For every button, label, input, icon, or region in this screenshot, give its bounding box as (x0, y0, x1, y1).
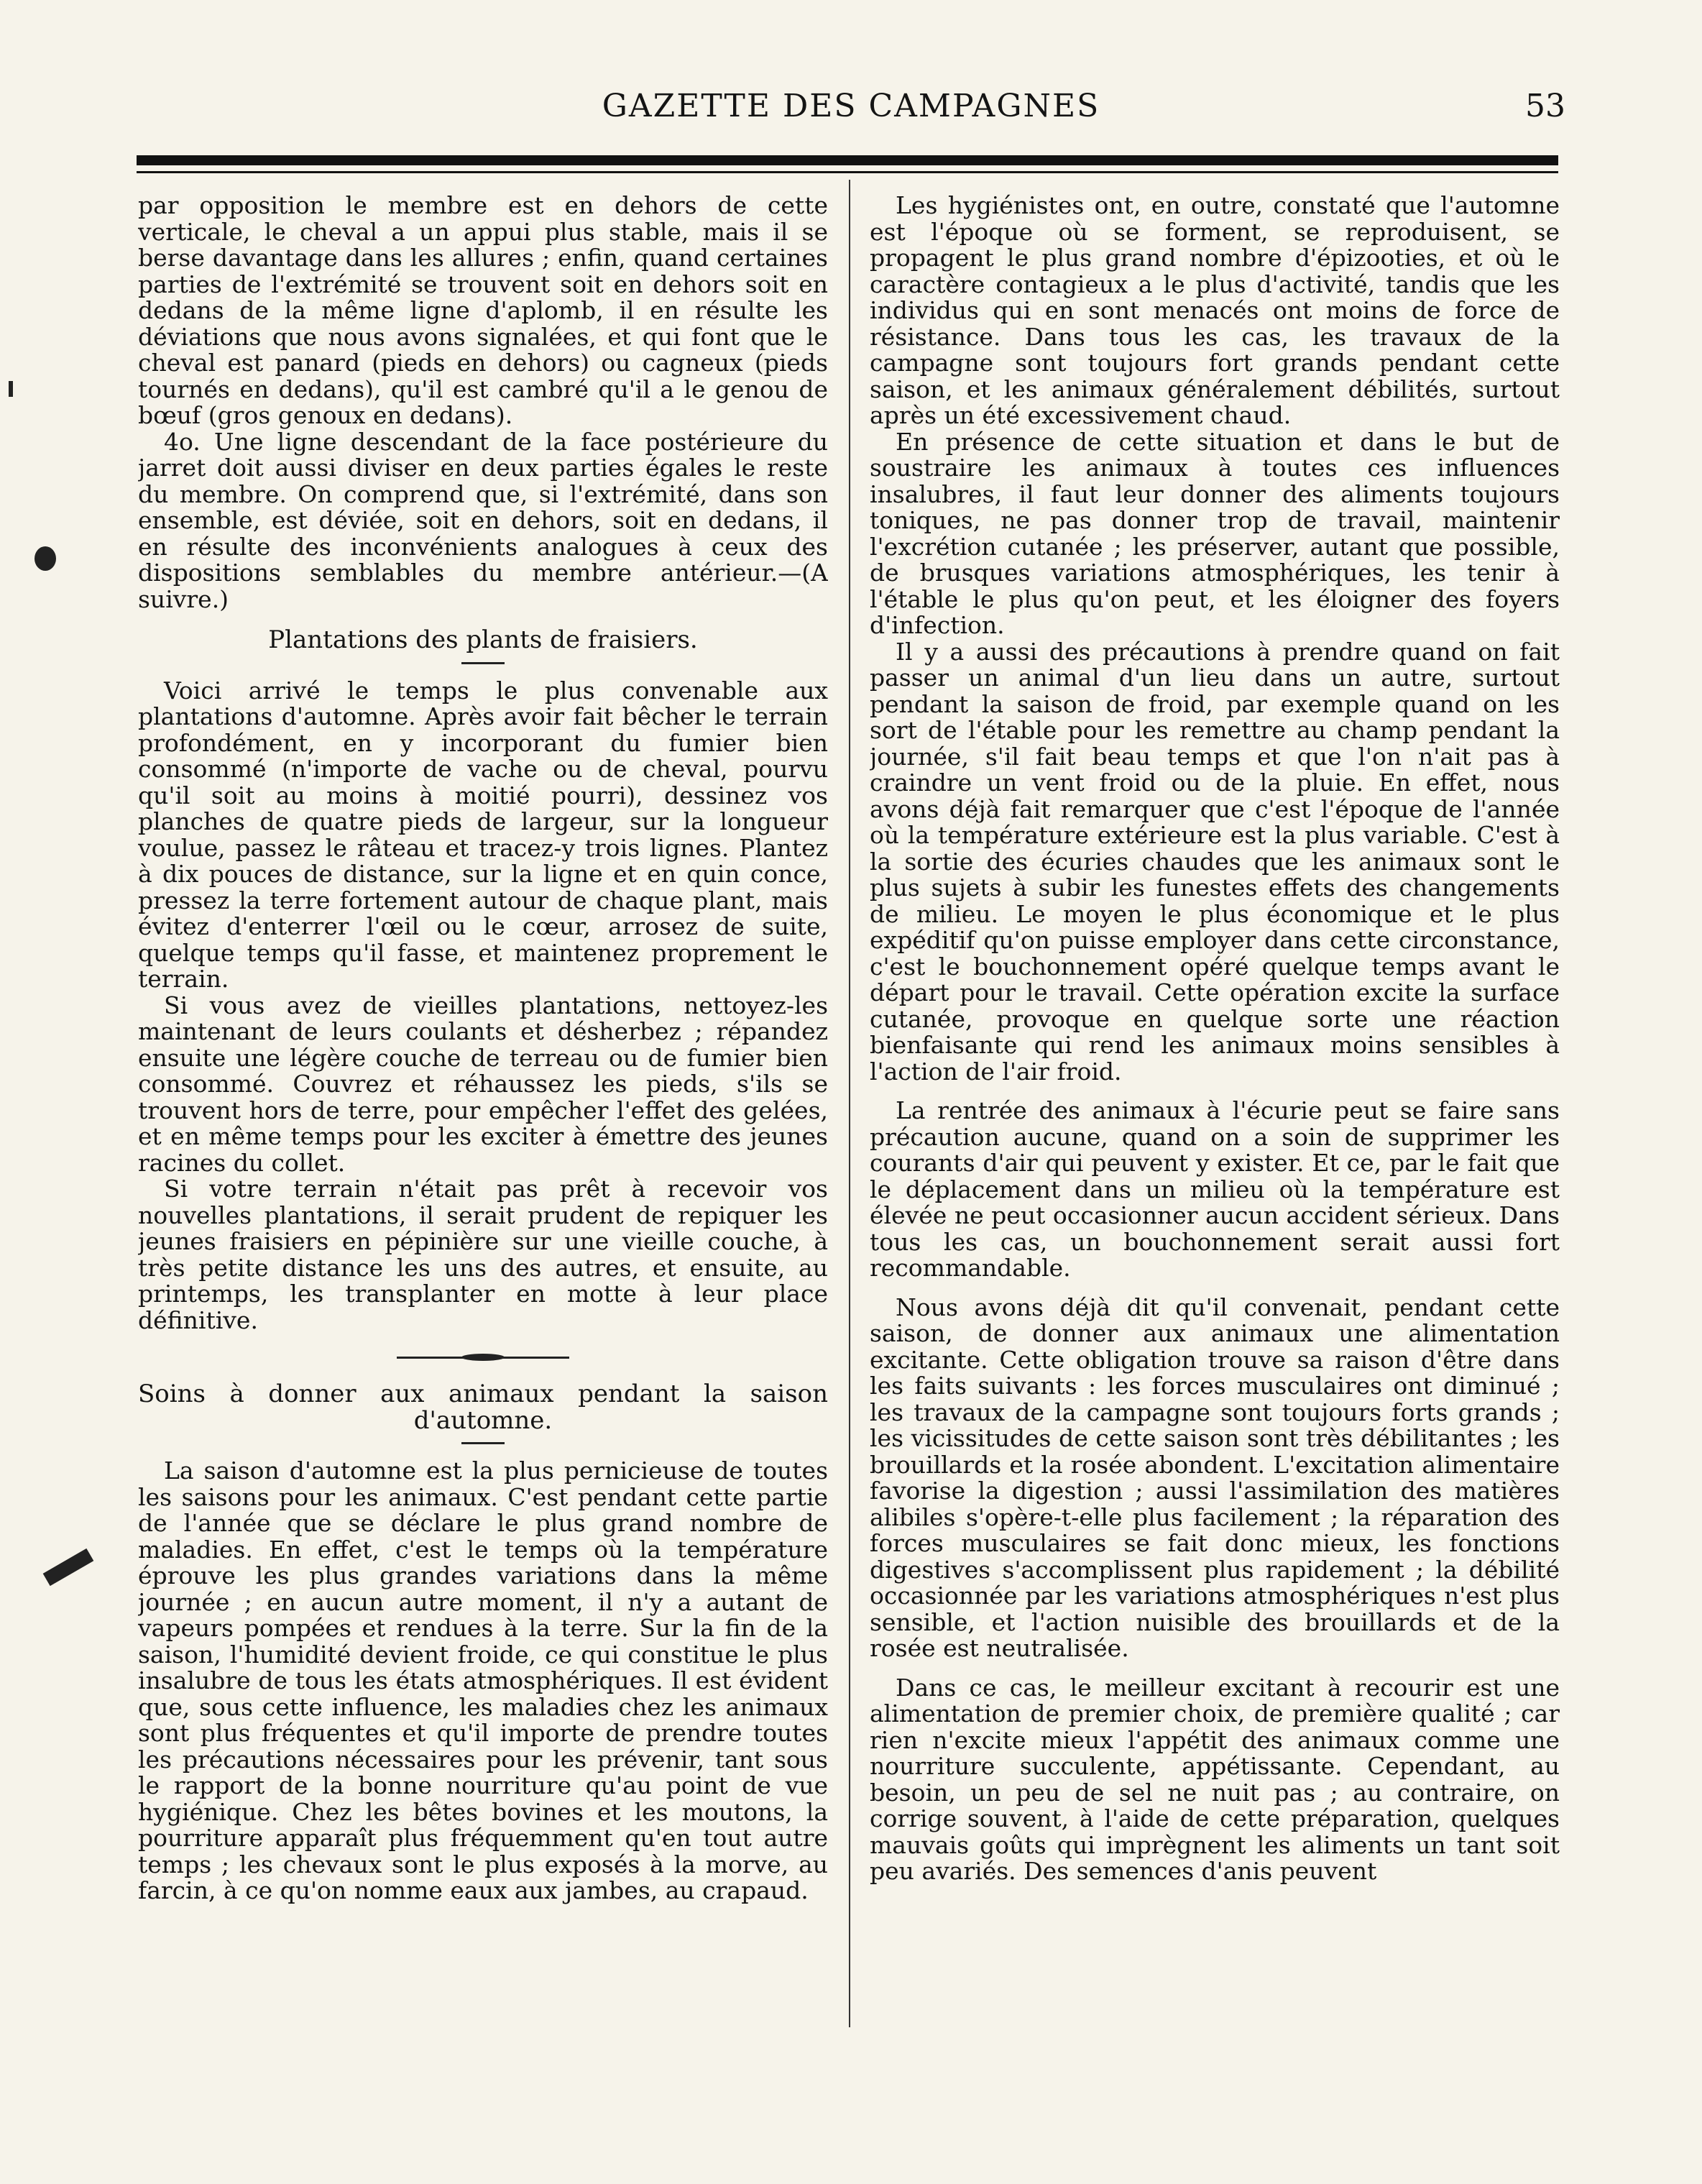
page-number: 53 (1525, 88, 1565, 124)
paragraph: par opposition le membre est en dehors de cette verticale, le cheval a un appui plus stable, mais il se berse davantage dans les allures ; enfin, quand certaines parties de l'extrémité se trouvent soit en dehors soit en dedans de la même ligne d'aplomb, il en résulte les déviations que nous avons signalées, et qui font que le cheval est panard (pieds en dehors) ou cagneux (pieds tournés en dedans), qu'il est cambré qu'il a le genou de bœuf (gros genoux en dedans). (138, 193, 828, 429)
paragraph: Les hygiénistes ont, en outre, constaté que l'automne est l'époque où se forment, se reproduisent, se propagent le plus grand nombre d'épizooties, et où le caractère contagieux a le plus d'activité, tandis que les individus qui en sont menacés ont moins de force de résistance. Dans tous les cas, les travaux de la campagne sont toujours fort grands pendant cette saison, et les animaux généralement débilités, surtout après un été excessivement chaud. (870, 193, 1560, 429)
header-rule-thick (137, 155, 1558, 165)
paragraph: La saison d'automne est la plus pernicieuse de toutes les saisons pour les animaux. C'est pendant cette partie de l'année que se déclare le plus grand nombre de maladies. En effet, c'est le temps où la température éprouve les plus grandes variations dans la même journée ; en aucun autre moment, il n'y a autant de vapeurs pompées et rendues à la terre. Sur la fin de la saison, l'humidité devient froide, ce qui constitue le plus insalubre de tous les états atmosphériques. Il est évident que, sous cette influence, les maladies chez les animaux sont plus fréquentes et qu'il importe de prendre toutes les précautions nécessaires pour les prévenir, tant sous le rapport de la bonne nourriture qu'au point de vue hygiénique. Chez les bêtes bovines et les moutons, la pourriture apparaît plus fréquemment qu'en tout autre temps ; les chevaux sont le plus exposés à la morve, au farcin, à ce qu'on nomme eaux aux jambes, au crapaud. (138, 1456, 828, 1904)
paragraph: La rentrée des animaux à l'écurie peut se faire sans précaution aucune, quand on a soin de supprimer les courants d'air qui peuvent y exister. Et ce, par le fait que le déplacement dans un milieu où la température est élevée ne peut occasionner aucun accident sérieux. Dans tous les cas, un bouchonnement serait aussi fort recommandable. (870, 1096, 1560, 1282)
paragraph: 4o. Une ligne descendant de la face postérieure du jarret doit aussi diviser en deux parties égales le reste du membre. On comprend que, si l'extrémité, dans son ensemble, est déviée, soit en dehors, soit en dedans, il en résulte des inconvénients analogues à ceux des dispositions semblables du membre antérieur.—(A suivre.) (138, 427, 828, 613)
column-divider (849, 180, 850, 2027)
section-separator (138, 1436, 828, 1451)
scan-mark (9, 381, 13, 397)
paragraph: Dans ce cas, le meilleur excitant à recourir est une alimentation de premier choix, de première qualité ; car rien n'excite mieux l'appétit des animaux comme une nourriture succulente, appétissante. Cependant, au besoin, un peu de sel ne nuit pas ; au contraire, on corrige souvent, à l'aide de cette préparation, quelques mauvais goûts qui imprègnent les aliments un tant soit peu avariés. Des semences d'anis peuvent (870, 1673, 1560, 1885)
paragraph: En présence de cette situation et dans le but de soustraire les animaux à toutes ces influences insalubres, il faut leur donner des aliments toujours toniques, ne pas donner trop de travail, maintenir l'excrétion cutanée ; les préserver, autant que possible, de brusques variations atmosphériques, les tenir à l'étable le plus qu'on peut, et les éloigner des foyers d'infection. (870, 427, 1560, 639)
section-title: Soins à donner aux animaux pendant la saison d'automne. (138, 1380, 828, 1435)
scan-mark (34, 546, 56, 571)
header-rule-thin (137, 171, 1558, 173)
scan-mark (43, 1548, 94, 1586)
paragraph: Il y a aussi des précautions à prendre quand on fait passer un animal d'un lieu dans un autre, surtout pendant la saison de froid, par exemple quand on les sort de l'étable pour les remettre au champ pendant la journée, s'il fait beau temps et que l'on n'ait pas à craindre un vent froid ou de la pluie. En effet, nous avons déjà fait remarquer que c'est l'époque de l'année où la température extérieure est la plus variable. C'est à la sortie des écuries chaudes que les animaux sont le plus sujets à subir les funestes effets des changements de milieu. Le moyen le plus économique et le plus expéditif qu'on puisse employer dans cette circonstance, c'est le bouchonnement opéré quelque temps avant le départ pour le travail. Cette opération excite la surface cutanée, provoque en quelque sorte une réaction bienfaisante qui rend les animaux moins sensibles à l'action de l'air froid. (870, 637, 1560, 1086)
paragraph: Nous avons déjà dit qu'il convenait, pendant cette saison, de donner aux animaux une alimentation excitante. Cette obligation trouve sa raison d'être dans les faits suivants : les forces musculaires ont diminué ; les travaux de la campagne sont toujours forts grands ; les vicissitudes de cette saison sont très débilitantes ; les brouillards et la rosée abondent. L'excitation alimentaire favorise la digestion ; aussi l'assimilation des matières alibiles s'opère-t-elle plus facilement ; la réparation des forces musculaires se fait donc mieux, les fonctions digestives s'accomplissent plus rapidement ; la débilité occasionnée par les variations atmosphériques n'est plus sensible, et l'action nuisible des brouillards et de la rosée est neutralisée. (870, 1293, 1560, 1662)
paragraph: Voici arrivé le temps le plus convenable aux plantations d'automne. Après avoir fait bêcher le terrain profondément, en y incorporant du fumier bien consommé (n'importe de vache ou de cheval, pourvu qu'il soit au moins à moitié pourri), dessinez vos planches de quatre pieds de largeur, sur la longueur voulue, passez le râteau et tracez-y trois lignes. Plantez à dix pouces de distance, sur la ligne et en quin conce, pressez la terre fortement autour de chaque plant, mais évitez d'enterrer l'œil ou le cœur, arrosez de suite, quelque temps qu'il fasse, et maintenez proprement le terrain. (138, 676, 828, 993)
publication-title: GAZETTE DES CAMPAGNES (602, 88, 1100, 124)
page-header (137, 81, 1565, 138)
section-separator (138, 656, 828, 671)
left-column (138, 193, 828, 2033)
paragraph: Si votre terrain n'était pas prêt à recevoir vos nouvelles plantations, il serait prudent de repiquer les jeunes fraisiers en pépinière sur une vieille couche, à très petite distance les uns des autres, et ensuite, au printemps, les transplanter en motte à leur place définitive. (138, 1175, 828, 1334)
section-ornament (138, 1349, 828, 1367)
paragraph: Si vous avez de vieilles plantations, nettoyez-les maintenant de leurs coulants et désherbez ; répandez ensuite une légère couche de terreau ou de fumier bien consommé. Couvrez et réhaussez les pieds, s'ils se trouvent hors de terre, pour empêcher l'effet des gelées, et en même temps pour les exciter à émettre des jeunes racines du collet. (138, 991, 828, 1177)
section-title: Plantations des plants de fraisiers. (268, 625, 698, 654)
right-column (870, 193, 1560, 2033)
